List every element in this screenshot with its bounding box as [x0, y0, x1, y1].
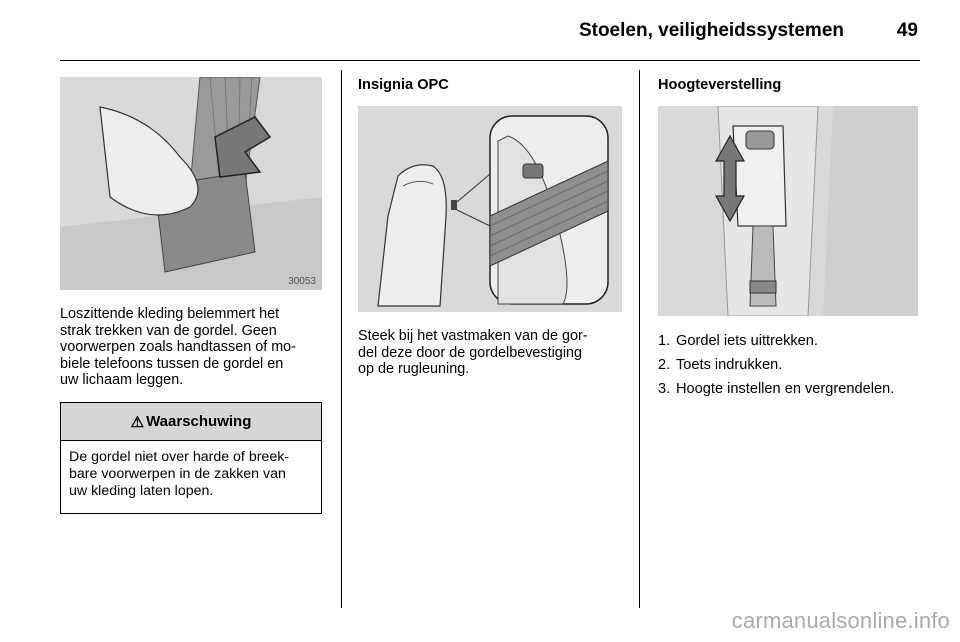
height-adjustment-illustration: [658, 106, 918, 316]
seatbelt-buckle-illustration: [60, 77, 322, 290]
text-line: De gordel niet over harde of breek-: [69, 449, 290, 465]
figure-number: 30053: [288, 276, 316, 287]
watermark: carmanualsonline.info: [731, 608, 950, 633]
text-line: op de rugleuning.: [358, 361, 470, 377]
steps-list: [658, 333, 938, 405]
column2-paragraph: [358, 328, 628, 378]
step-text: Hoogte instellen en vergrendelen.: [676, 381, 895, 397]
list-item: [658, 357, 938, 373]
column-divider-2: [639, 70, 640, 608]
text-line: uw lichaam leggen.: [60, 372, 184, 388]
text-line: Steek bij het vastmaken van de gor-: [358, 328, 588, 344]
text-line: uw kleding laten lopen.: [69, 483, 214, 499]
text-line: del deze door de gordelbevestiging: [358, 344, 583, 361]
page-title: Stoelen, veiligheidssystemen: [578, 20, 844, 41]
page-number: 49: [896, 20, 918, 41]
column-divider-1: [341, 70, 342, 608]
opc-seat-illustration: [358, 106, 622, 312]
step-number: 1.: [658, 333, 671, 349]
text-line: Loszittende kleding belemmert het: [60, 306, 280, 322]
opc-seat-figure: [358, 106, 622, 312]
step-text: Gordel iets uittrekken.: [676, 333, 818, 349]
section-heading-opc: Insignia OPC: [358, 77, 449, 93]
text-line: strak trekken van de gordel. Geen: [60, 322, 277, 339]
step-number: 2.: [658, 357, 671, 373]
page-header: [60, 18, 920, 60]
warning-body: [61, 441, 321, 508]
text-line: voorwerpen zoals handtassen of mo-: [60, 339, 296, 355]
text-line: biele telefoons tussen de gordel en: [60, 355, 284, 372]
step-text: Toets indrukken.: [676, 357, 783, 373]
section-heading-height-adjustment: Hoogteverstelling: [658, 77, 782, 93]
warning-box: [60, 402, 322, 514]
header-rule: [60, 60, 920, 61]
warning-icon: ⚠: [130, 413, 145, 431]
warning-title: Waarschuwing: [146, 413, 252, 430]
height-adjustment-figure: [658, 106, 918, 316]
list-item: [658, 381, 938, 397]
warning-header: [61, 403, 321, 441]
step-number: 3.: [658, 381, 671, 397]
column1-paragraph: [60, 306, 330, 389]
list-item: [658, 333, 938, 349]
text-line: bare voorwerpen in de zakken van: [69, 466, 286, 482]
seatbelt-buckle-figure: [60, 77, 322, 290]
